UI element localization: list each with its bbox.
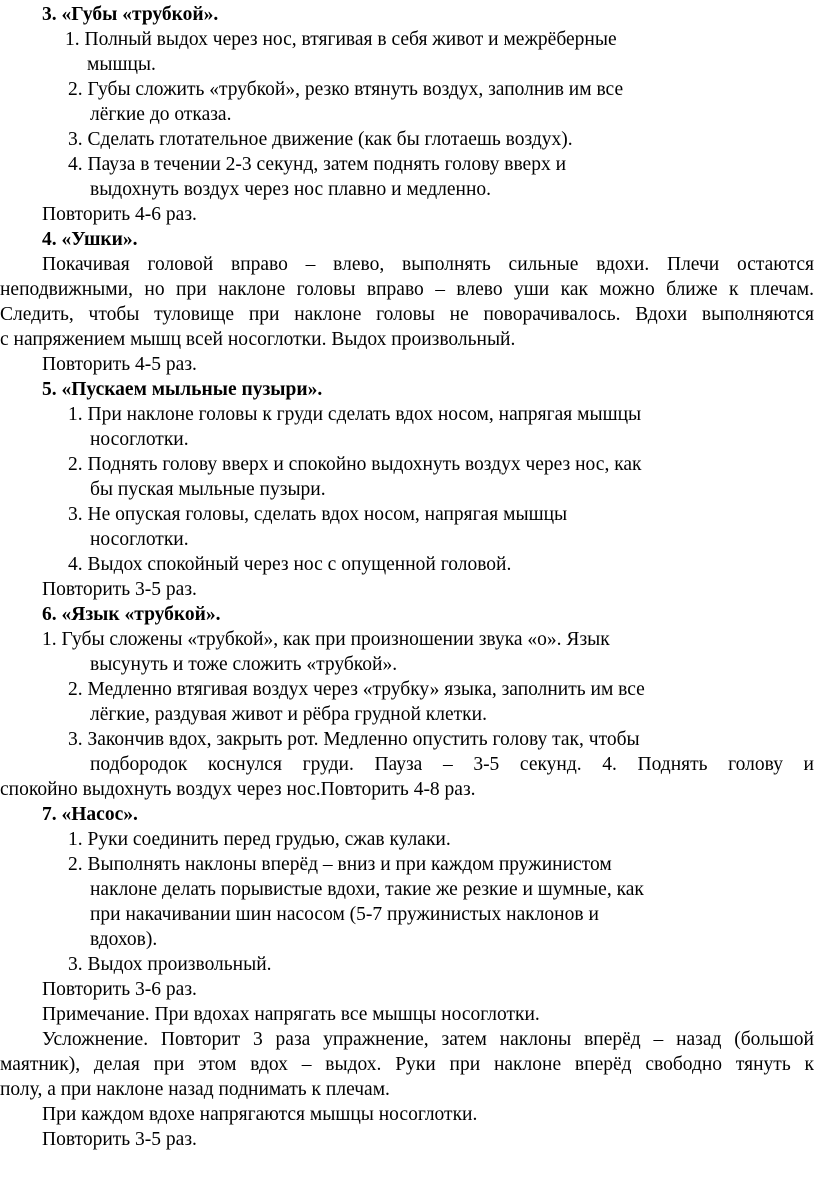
exercise-5-step-3-cont: носоглотки.: [90, 529, 189, 550]
exercise-4-paragraph-line: с напряжением мышц всей носоглотки. Выдох произвольный.: [0, 329, 516, 350]
complication-paragraph-line: маятник), делая при этом вдох – выдох. Руки при наклоне вперёд свободно тянуть к: [0, 1054, 814, 1075]
exercise-5-step-2-cont: бы пуская мыльные пузыри.: [90, 479, 326, 500]
exercise-4-repeat: Повторить 4-5 раз.: [42, 354, 197, 375]
exercise-3-step-2-cont: лёгкие до отказа.: [90, 104, 232, 125]
exercise-3-step-1-cont: мышцы.: [87, 54, 156, 75]
complication-paragraph-line: полу, а при наклоне назад поднимать к плечам.: [0, 1079, 390, 1100]
exercise-4-paragraph-line: неподвижными, но при наклоне головы вправо – влево уши как можно ближе к плечам.: [0, 279, 814, 300]
exercise-5-step-3: 3. Не опуская головы, сделать вдох носом, напрягая мышцы: [68, 504, 568, 525]
exercise-5-step-2: 2. Поднять голову вверх и спокойно выдохнуть воздух через нос, как: [68, 454, 642, 475]
exercise-3-step-4: 4. Пауза в течении 2-3 секунд, затем поднять голову вверх и: [68, 154, 567, 175]
exercise-3-step-4-cont: выдохнуть воздух через нос плавно и медленно.: [90, 179, 492, 200]
exercise-7-step-2: 2. Выполнять наклоны вперёд – вниз и при каждом пружинистом: [68, 854, 612, 875]
exercise-3-step-3: 3. Сделать глотательное движение (как бы глотаешь воздух).: [68, 129, 573, 150]
exercise-6-step-1-cont: высунуть и тоже сложить «трубкой».: [90, 654, 398, 675]
exercise-4-paragraph-line: Покачивая головой вправо – влево, выполнять сильные вдохи. Плечи остаются: [42, 254, 814, 275]
exercise-6-step-2: 2. Медленно втягивая воздух через «трубку» языка, заполнить им все: [68, 679, 645, 700]
exercise-7-repeat: Повторить 3-6 раз.: [42, 979, 197, 1000]
exercise-5-step-4: 4. Выдох спокойный через нос с опущенной головой.: [68, 554, 512, 575]
exercise-3-repeat: Повторить 4-6 раз.: [42, 204, 197, 225]
exercise-5-step-1-cont: носоглотки.: [90, 429, 189, 450]
exercise-3-step-2: 2. Губы сложить «трубкой», резко втянуть воздух, заполнив им все: [68, 79, 624, 100]
exercise-7-step-2-cont: при накачивании шин насосом (5-7 пружинистых наклонов и: [90, 904, 599, 925]
exercise-6-step-4-cont: спокойно выдохнуть воздух через нос.Повторить 4-8 раз.: [0, 779, 476, 800]
exercise-6-heading: 6. «Язык «трубкой».: [42, 604, 221, 625]
exercise-7-step-2-cont: вдохов).: [90, 929, 158, 950]
exercise-6-step-1: 1. Губы сложены «трубкой», как при произношении звука «о». Язык: [42, 629, 610, 650]
exercise-7-step-2-cont: наклоне делать порывистые вдохи, такие же резкие и шумные, как: [90, 879, 644, 900]
exercise-5-repeat: Повторить 3-5 раз.: [42, 579, 197, 600]
exercise-7-step-3: 3. Выдох произвольный.: [68, 954, 272, 975]
exercise-7-heading: 7. «Насос».: [42, 804, 138, 825]
exercise-3-step-1: 1. Полный выдох через нос, втягивая в себя живот и межрёберные: [65, 29, 617, 50]
exercise-3-heading: 3. «Губы «трубкой».: [42, 4, 219, 25]
exercise-5-step-1: 1. При наклоне головы к груди сделать вдох носом, напрягая мышцы: [68, 404, 642, 425]
exercise-4-heading: 4. «Ушки».: [42, 229, 138, 250]
exercise-4-paragraph-line: Следить, чтобы туловище при наклоне головы не поворачивалось. Вдохи выполняются: [0, 304, 814, 325]
note-paragraph: Примечание. При вдохах напрягать все мышцы носоглотки.: [42, 1004, 540, 1025]
complication-paragraph-line: Усложнение. Повторит 3 раза упражнение, затем наклоны вперёд – назад (большой: [42, 1029, 814, 1050]
exercise-5-heading: 5. «Пускаем мыльные пузыри».: [42, 379, 323, 400]
exercise-6-step-2-cont: лёгкие, раздувая живот и рёбра грудной клетки.: [90, 704, 487, 725]
exercise-6-step-3-cont: подбородок коснулся груди. Пауза – 3-5 секунд. 4. Поднять голову и: [90, 754, 814, 775]
exercise-6-step-3: 3. Закончив вдох, закрыть рот. Медленно опустить голову так, чтобы: [68, 729, 640, 750]
final-repeat: Повторить 3-5 раз.: [42, 1129, 197, 1150]
exercise-7-step-1: 1. Руки соединить перед грудью, сжав кулаки.: [68, 829, 451, 850]
closing-note: При каждом вдохе напрягаются мышцы носоглотки.: [42, 1104, 478, 1125]
